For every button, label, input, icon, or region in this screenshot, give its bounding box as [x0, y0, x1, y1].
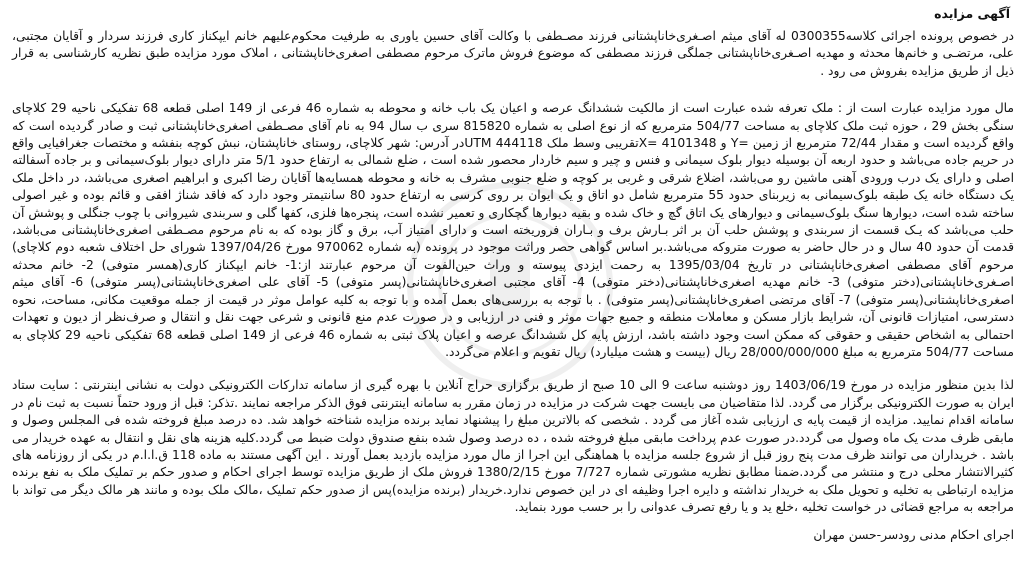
- auction-terms-paragraph: لذا بدین منظور مزایده در مورخ 1403/06/19 روز دوشنبه ساعت 9 الی 10 صبح از طریق برگزاری حراج آنلاین با بهره گیری از سامانه تدارکات الکترونیکی دولت به نشانی اینترنتی : سایت ستاد ایران به صورت الکترونیکی برگزار می گردد. لذا متقاضیان می بایست جهت شرکت در مزایده در زمان مقرر به سامانه اینترنتی فوق الذکر مراجعه نمایند .تذکر: قبل از ورود حتماً نسبت به ثبت نام در سامانه اقدام نمایید. مزایده از قیمت پایه ی ارزیابی شده آغاز می گردد . شخصی که بالاترین مبلغ را پیشنهاد نماید برنده مزایده شناخته خواهد شد. ده درصد مبلغ فروخته شده فی المجلس وصول و مابقی ظرف مدت یک ماه وصول می گردد.در صورت عدم پرداخت مابقی مبلغ فروخته شده ، ده درصد وصول شده بنفع صندوق دولت ضبط می گردد.کلیه هزینه های نقل و انتقال به عهده خریدار می باشد . خریداران می توانند ظرف مدت پنج روز قبل از شروع جلسه مزایده با هماهنگی این اجرا از مال مورد مزایده بازدید بعمل آورند . این آگهی مستند به ماده 118 ق.ا.ا.م در یکی از روزنامه های کثیرالانتشار محلی درج و منتشر می گردد.ضمنا مطابق نظریه مشورتی شماره 7/727 مورخ 1380/2/15 فروش ملک از طریق مزایده توسط اجرای احکام و صدور حکم بر تملیک ملک به نفع برنده مزایده ارتباطی به تخلیه و تحویل ملک به خریدار نداشته و دایره اجرا وظیفه ای در این خصوص ندارد.خریدار (برنده مزایده)پس از صدور حکم تملیک ،مالک ملک بوده و مانند هر مالک دیگر می تواند با مراجعه به مراجع قضائی در خواست تخلیه ،خلع ید و یا رفع تصرف عدوانی را بر حسب مورد بنماید.: [12, 378, 1014, 515]
- signature: اجرای احکام مدنی رودسر-حسن مهران: [813, 527, 1014, 542]
- intro-paragraph: در خصوص پرونده اجرائی کلاسه0300355 له آقای میثم اصـغری‌خاناپشتانی فرزند مصـطفی با وکالت آقای حسین یاوری به طرفیت محکوم‌علیهم خانم ایپکناز کاری فرزند سردار و آقایان مجتبی، علی، مرتضـی و خانم‌ها محدثه و مهدیه اصـغری‌خاناپشتانی جملگی فرزند مصطفی که موضوع فروش ماترک مرحوم مصطفی اصغری‌خاناپشتانی ، املاک مورد مزایده طبق نظریه کارشناسی به قرار ذیل از طریق مزایده بفروش می رود .: [12, 29, 1014, 78]
- notice-title: آگهی مزایده: [934, 6, 1010, 21]
- property-description-paragraph: مال مورد مزایده عبارت است از : ملک تعرفه شده عبارت است از مالکیت ششدانگ عرصه و اعیان یک باب خانه و محوطه به شماره 46 فرعی از 149 اصلی قطعه 68 تفکیکی ناحیه 29 کلاچای سنگی بخش 29 ، حوزه ثبت ملک کلاچای به مساحت 504/77 مترمربع که از نوع اصلی به شماره 815820 سری ب سال 94 به نام آقای مصـطفی اصغری‌خاناپشتانی ثبت و صادر گردیده است که واقع گردیده است و مقدار 72/44 مترمربع از زمین =Y و 4101348 =Xتقریبی وسط ملک UTM 444118در آدرس: شهر کلاچای، روستای خاناپشتان، نبش کوچه بنفشه و مختصات جغرافیایی واقع در حریم جاده می‌باشد و حدود اربعه آن بوسیله دیوار بلوک سیمانی و فنس و چیر و سیم خاردار محصور شده است ، ضلع شمالی به ارتفاع حدود 5/1 متر دارای دیوار بلوک‌سیمانی و بر جاده آسفالته اصلی و دارای یک درب ورودی آهنی ماشین رو می‌باشد، اضلاع شرقی و غربی بر کوچه و ضلع جنوبی مشرف به خانه و محوطه همسایه‌ها آقایان رضا اکبری و ابراهیم اصغری می‌باشد، در داخل ملک یک دستگاه خانه یک طبقه بلوک‌سیمانی به زیربنای حدود 55 مترمربع شامل دو اتاق و یک ایوان بر روی کرسی به ارتفاع حدود 80 سانتیمتر وجود دارد که فاقد شناژ افقی و قائم بوده و غیر اصولی ساخته شده است، دیوارها سنگ بلوک‌سیمانی و دیوارهای یک اتاق گچ و خاک شده و بقیه دیوارها گچکاری و تعمیر نشده است، پنجره‌ها فلزی، کفها گلی و سربندی شیروانی با چوب جنگلی و پوشش آن حلب می‌باشد که یـک قسمت از سربندی و پوشش حلب آن بر اثر بـارش برف و بـاران فروریخته است و دارای امتیاز آب، برق و گاز بوده که به نام مرحوم مصـطفی اصغری‌خاناپشتانی می‌باشد، قدمت آن حدود 40 سال و در حال حاضر به صورت متروکه می‌باشد.بر اساس گواهی حصر وراثت موجود در پرونده (به شماره 970062 مورخ 1397/04/26 شورای حل اختلاف شعبه دوم کلاچای) مرحوم آقای مصطفی اصغری‌خاناپشتانی در تاریخ 1395/03/04 به رحمت ایزدی پیوسته و وراث حین‌الفوت آن مرحوم عبارتند از:1- خانم ایپکناز کاری(همسر متوفی) 2- خانم محدثه اصـغری‌خاناپشتانی(دختر متوفی) 3- خانم مهدیه اصغری‌خاناپشتانی(دختر متوفی) 4- آقای مجتبی اصغری‌خاناپشتانی(پسر متوفی) 5- آقای علی اصغری‌خاناپشتانی(پسر متوفی) 6- آقای میثم اصغری‌خاناپشتانی(پسر متوفی) 7- آقای مرتضی اصغری‌خاناپشتانی(پسر متوفی) . با توجه به بررسی‌های بعمل آمده و با توجه به کلیه عوامل موثر در قیمت از جمله موقعیت مکانی، مساحت، نحوه دسترسی، امتیازات قانونی آن، شرایط بازار مسکن و معاملات منطقه و جمیع جهات موثر و فنی در ارزیابی و در صورت عدم منع قانونی و شرعی جهت نقل و انتقال و صرف‌نظر از دیون و تعهدات احتمالی به اشخاص حقیقی و حقوقی که ممکن است وجود داشته باشد، ارزش پایه کل ششدانگ عرصه و اعیان پلاک ثبتی به شماره 46 فرعی از 149 اصلی قطعه 68 تفکیکی ناحیه 29 کلاچای به مساحت 504/77 مترمربع به مبلغ 28/000/000/000 ریال (بیست و هشت میلیارد) ریال تقویم و اعلام می‌گردد.: [12, 101, 1015, 359]
